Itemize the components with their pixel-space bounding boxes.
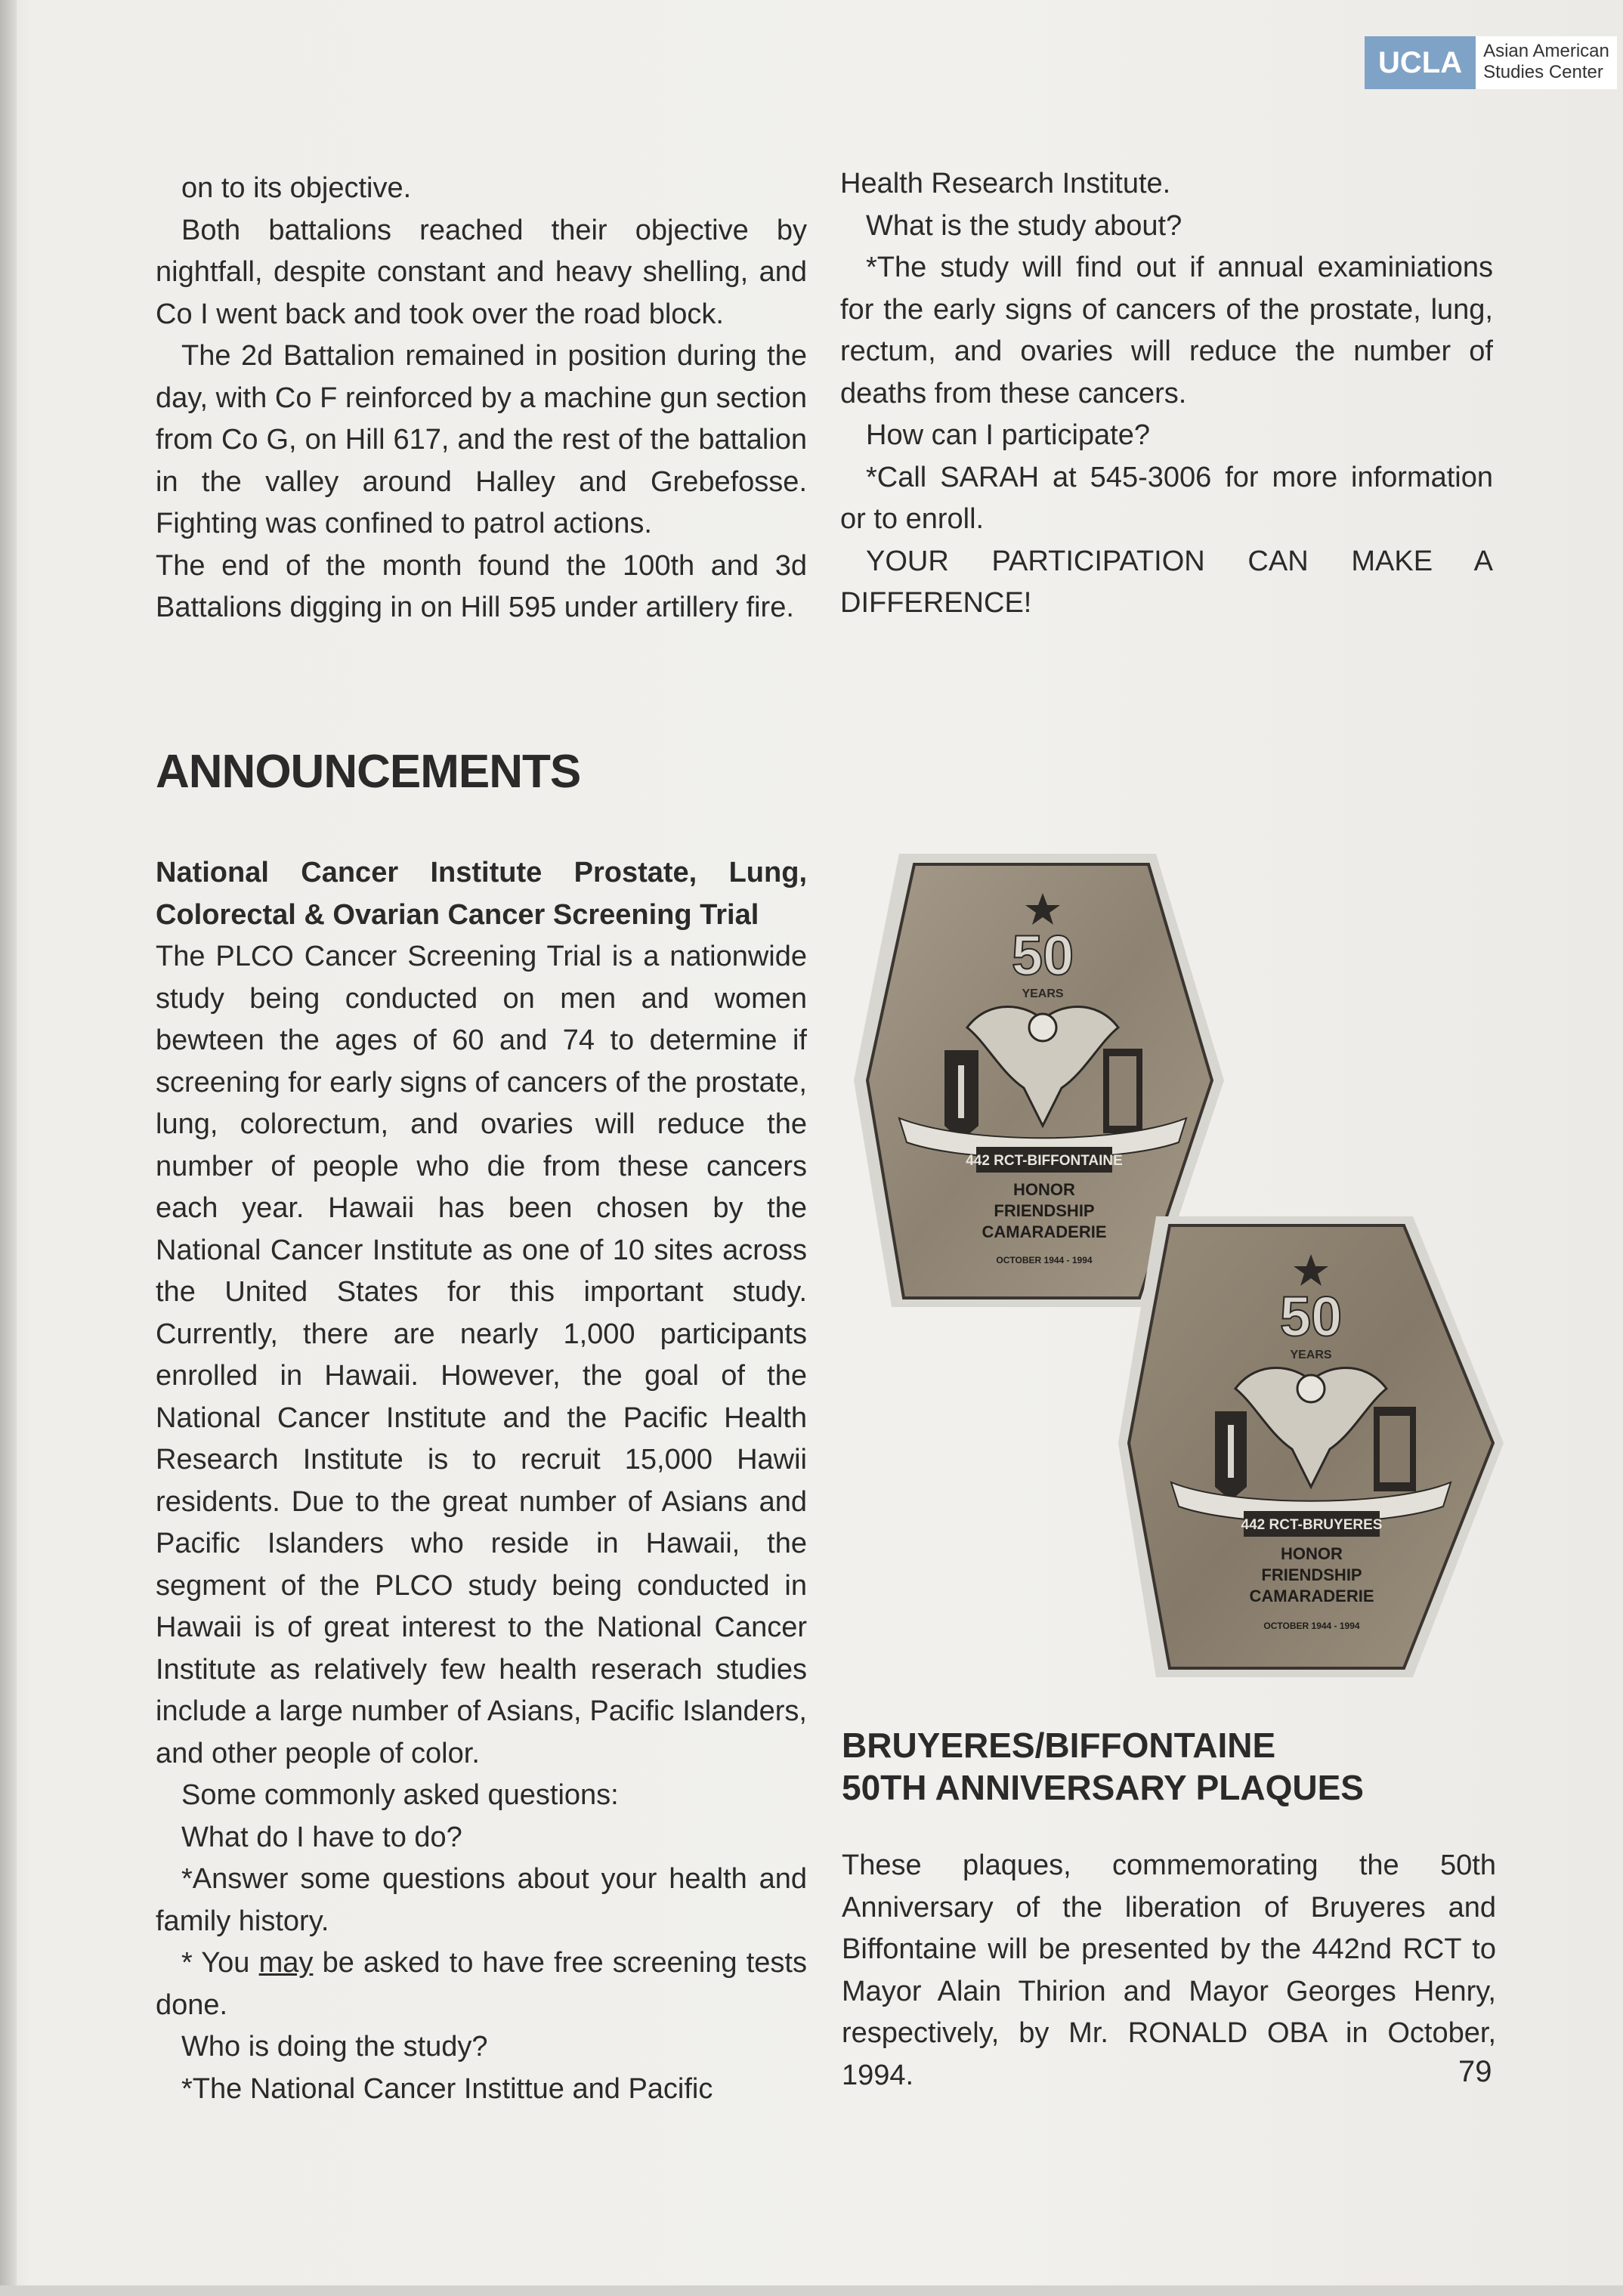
question: What is the study about? (866, 209, 1182, 242)
answer (156, 1942, 807, 2026)
ucla-logo (1365, 36, 1617, 89)
paragraph: on to its objective. (181, 172, 412, 204)
nci-body: The PLCO Cancer Screening Trial is a nationwide study being conducted on men and women bewteen the ages of 60 and 74 to determine if screening for early signs of cancers of the prostate, lung, colorectum, and ovaries will reduce the number of people who die from these cancers each year. Hawaii has been chosen by the National Cancer Institute as one of 10 sites across the United States for this important study. Currently, there are nearly 1,000 participants enrolled in Hawaii. However, the goal of the National Cancer Institute and the Pacific Health Research Institute is to recruit 15,000 Hawii residents. Due to the great number of Asians and Pacific Islanders who reside in Hawaii, the segment of the PLCO study being conducted in Hawaii is of great interest to the National Cancer Institute as relatively few health reserach studies include a large number of Asians, Pacific Islanders, and other people of color. (156, 941, 807, 1769)
torch-emblem-icon (1215, 1411, 1247, 1500)
page-bottom-edge (0, 2285, 1623, 2296)
plaque1-banner: 442 RCT-BIFFONTAINE (966, 1153, 1123, 1169)
plaque2-date: OCTOBER 1944 - 1994 (1263, 1621, 1360, 1631)
question: Who is doing the study? (181, 2031, 488, 2063)
plaque1-line3: CAMARADERIE (982, 1222, 1107, 1241)
page-number: 79 (1458, 2055, 1492, 2088)
plaque2-banner: 442 RCT-BRUYERES (1241, 1517, 1383, 1533)
bruyeres-title (842, 1724, 1492, 1809)
plaque2-years: YEARS (1290, 1349, 1332, 1361)
answer: *The study will find out if annual examiniations for the early signs of cancers of the prostate, lung, rectum, and ovaries will reduce the number of deaths from these cancers. (840, 252, 1493, 409)
center-name-line2: Studies Center (1483, 62, 1603, 82)
call-to-action: YOUR PARTICIPATION CAN MAKE A DIFFERENCE! (840, 545, 1493, 619)
plaque-bruyeres (1118, 1216, 1504, 1677)
announcements-title: ANNOUNCEMENTS (156, 746, 581, 798)
plaque1-line1: HONOR (1013, 1180, 1075, 1199)
center-name (1476, 36, 1617, 89)
nci-article (156, 852, 807, 2110)
paragraph: Both battalions reached their objective by nightfall, despite constant and heavy shelling, and Co I went back and took over the road block. (156, 214, 807, 330)
plaque1-years: YEARS (1022, 987, 1064, 1000)
right-column-text (840, 163, 1493, 625)
paragraph: The end of the month found the 100th and 3d Battalions digging in on Hill 595 under artillery fire. (156, 549, 807, 623)
left-column-text (156, 168, 807, 629)
bruyeres-title-line1: BRUYERES/BIFFONTAINE (842, 1726, 1276, 1765)
answer: *The National Cancer Instittue and Pacific (181, 2072, 713, 2105)
paragraph: Health Research Institute. (840, 168, 1171, 199)
plaque1-number: 50 (1011, 924, 1074, 987)
plaque1-line2: FRIENDSHIP (994, 1201, 1095, 1220)
questions-intro: Some commonly asked questions: (181, 1779, 619, 1811)
plaque2-line3: CAMARADERIE (1249, 1587, 1374, 1605)
nci-heading: National Cancer Institute Prostate, Lung, Colorectal & Ovarian Cancer Screening Trial (156, 857, 807, 931)
plaque2-line1: HONOR (1281, 1544, 1343, 1563)
answer: *Call SARAH at 545-3006 for more information or to enroll. (840, 461, 1493, 535)
crest-emblem-icon (1103, 1049, 1142, 1133)
answer: *Answer some questions about your health and family history. (156, 1863, 807, 1937)
question: How can I participate? (866, 419, 1150, 451)
center-name-line1: Asian American (1483, 41, 1609, 61)
bruyeres-title-line2: 50TH ANNIVERSARY PLAQUES (842, 1768, 1364, 1807)
torch-emblem-icon (944, 1050, 978, 1141)
answer-suffix: be asked to have free screening tests done. (156, 1947, 807, 2021)
answer-emphasis: may (258, 1947, 314, 1979)
plaque1-date: OCTOBER 1944 - 1994 (996, 1255, 1093, 1265)
question: What do I have to do? (181, 1821, 462, 1853)
plaques-photo (854, 846, 1504, 1685)
answer-prefix: * You (181, 1947, 259, 1979)
plaque2-number: 50 (1279, 1285, 1343, 1348)
ucla-wordmark: UCLA (1365, 36, 1476, 89)
crest-emblem-icon (1374, 1407, 1416, 1491)
bruyeres-body: These plaques, commemorating the 50th Anniversary of the liberation of Bruyeres and Biffontaine will be presented by the 442nd RCT to Mayor Alain Thirion and Mayor Georges Henry, respectively, by Mr. RONALD OBA in October, 1994. (842, 1849, 1496, 2091)
paragraph: The 2d Battalion remained in position during the day, with Co F reinforced by a machine gun section from Co G, on Hill 617, and the rest of the battalion in the valley around Halley and Grebefosse. Fighting was confined to patrol actions. (156, 340, 807, 539)
bruyeres-article (842, 1845, 1496, 2097)
page-binding-edge (0, 0, 17, 2296)
plaque2-line2: FRIENDSHIP (1261, 1565, 1362, 1584)
